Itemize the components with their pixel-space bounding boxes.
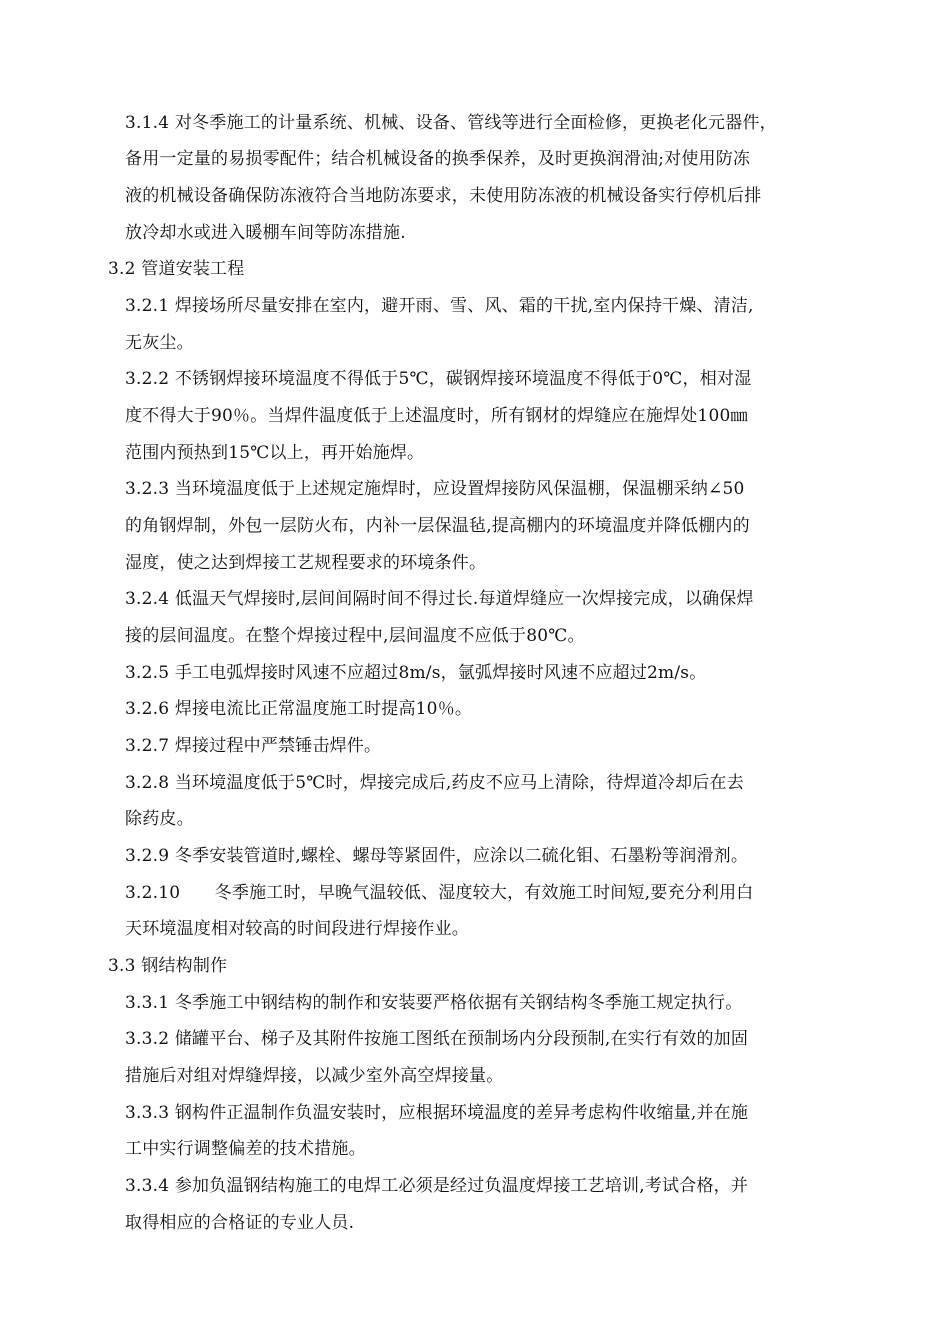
text-line: 范围内预热到15℃以上，再开始施焊。 (125, 443, 425, 463)
text-line: 取得相应的合格证的专业人员. (125, 1213, 355, 1233)
section-heading: 3.2 管道安装工程 (108, 259, 245, 279)
text-line: 的角钢焊制，外包一层防火布，内补一层保温毡,提高棚内的环境温度并降低棚内的 (125, 516, 750, 536)
text-line: 湿度，使之达到焊接工艺规程要求的环境条件。 (125, 553, 487, 573)
text-line: 度不得大于90％。当焊件温度低于上述温度时，所有钢材的焊缝应在施焊处100㎜ (125, 406, 748, 426)
text-line: 3.2.3 当环境温度低于上述规定施焊时，应设置焊接防风保温棚，保温棚采纳∠50 (125, 479, 745, 499)
text-line: 3.2.1 焊接场所尽量安排在室内，避开雨、雪、风、霜的干扰,室内保持干燥、清洁, (125, 296, 754, 316)
text-line: 3.3.1 冬季施工中钢结构的制作和安装要严格依据有关钢结构冬季施工规定执行。 (125, 993, 743, 1013)
text-line: 3.2.7 焊接过程中严禁锤击焊件。 (125, 736, 382, 756)
text-line: 3.2.5 手工电弧焊接时风速不应超过8m/s，氩弧焊接时风速不应超过2m/s。 (125, 663, 707, 683)
text-line: 3.3.2 储罐平台、梯子及其附件按施工图纸在预制场内分段预制,在实行有效的加固 (125, 1029, 749, 1049)
text-line: 3.3.3 钢构件正温制作负温安装时，应根据环境温度的差异考虑构件收缩量,并在施 (125, 1103, 749, 1123)
text-line: 备用一定量的易损零配件；结合机械设备的换季保养，及时更换润滑油;对使用防冻 (125, 149, 751, 169)
text-line: 天环境温度相对较高的时间段进行焊接作业。 (125, 919, 469, 939)
text-line: 措施后对组对焊缝焊接，以减少室外高空焊接量。 (125, 1066, 504, 1086)
text-line: 工中实行调整偏差的技术措施。 (125, 1139, 366, 1159)
text-line: 无灰尘。 (125, 333, 194, 353)
text-line: 3.2.4 低温天气焊接时,层间间隔时间不得过长.每道焊缝应一次焊接完成，以确保焊 (125, 589, 754, 609)
text-line: 3.1.4 对冬季施工的计量系统、机械、设备、管线等进行全面检修，更换老化元器件， (125, 113, 777, 133)
text-line: 放冷却水或进入暖棚车间等防冻措施. (125, 223, 406, 243)
text-line: 3.2.2 不锈钢焊接环境温度不得低于5℃，碳钢焊接环境温度不得低于0℃，相对湿 (125, 369, 752, 389)
text-line: 3.2.8 当环境温度低于5℃时，焊接完成后,药皮不应马上清除，待焊道冷却后在去 (125, 773, 744, 793)
text-line: 3.3.4 参加负温钢结构施工的电焊工必须是经过负温度焊接工艺培训,考试合格，并 (125, 1176, 749, 1196)
section-heading: 3.3 钢结构制作 (108, 956, 228, 976)
text-line: 3.2.9 冬季安装管道时,螺栓、螺母等紧固件，应涂以二硫化钼、石墨粉等润滑剂。 (125, 846, 749, 866)
text-line: 液的机械设备确保防冻液符合当地防冻要求，未使用防冻液的机械设备实行停机后排 (125, 186, 762, 206)
text-line: 3.2.10 冬季施工时，早晚气温较低、湿度较大，有效施工时间短,要充分利用白 (125, 883, 754, 903)
text-line: 接的层间温度。在整个焊接过程中,层间温度不应低于80℃。 (125, 626, 585, 646)
text-line: 3.2.6 焊接电流比正常温度施工时提高10％。 (125, 699, 473, 719)
text-line: 除药皮。 (125, 809, 194, 829)
